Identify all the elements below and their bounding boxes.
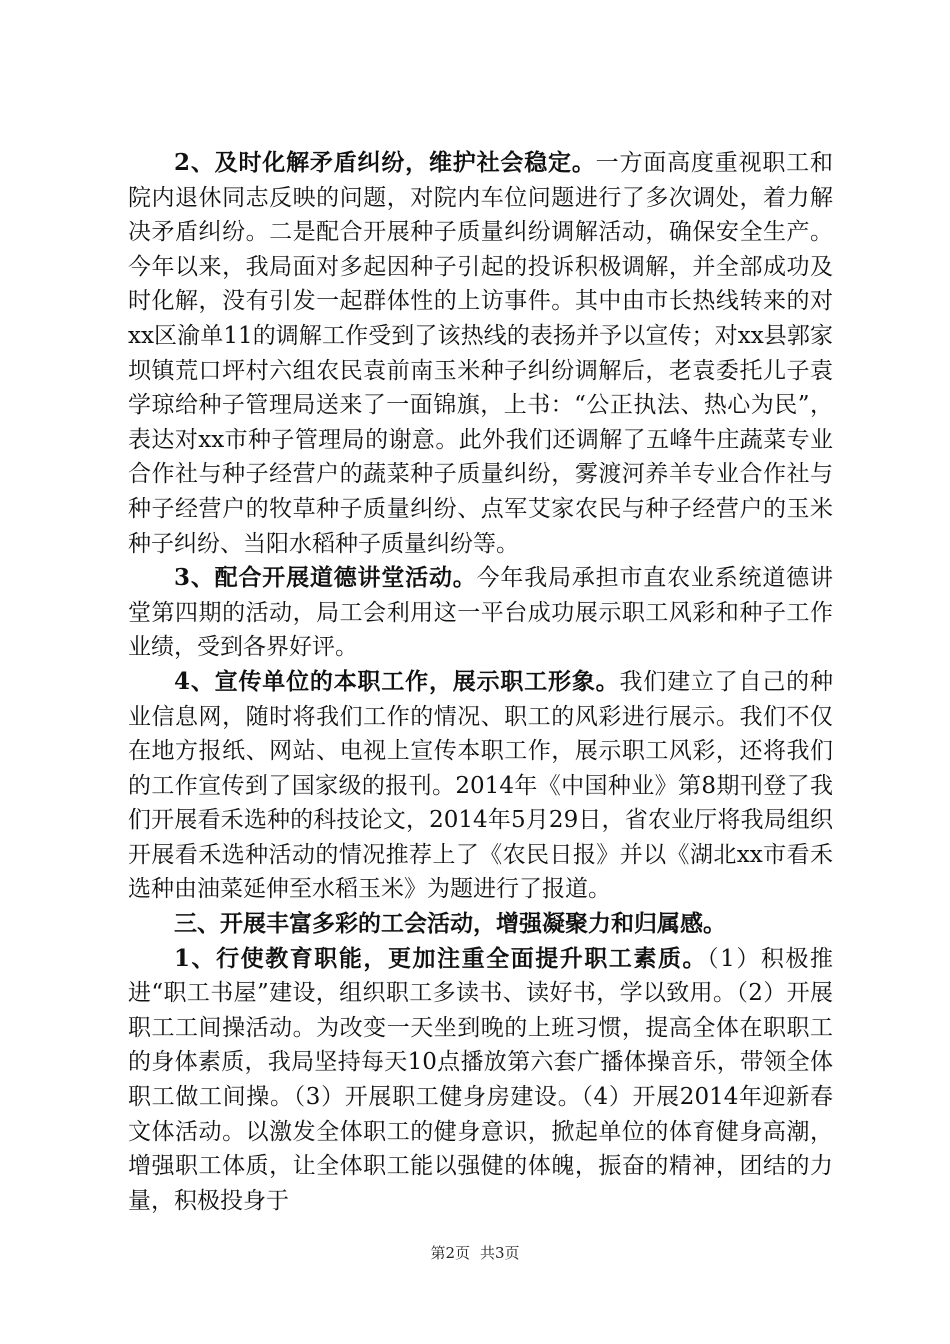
paragraph-text: （1）积极推进“职工书屋”建设，组织职工多读书、读好书，学以致用。（2）开展职工工间操活动。为改变一天坐到晚的上班习惯，提高全体在职职工的身体素质，我局坚持每天10点播放第六套广播体操音乐，带领全体职工做工间操。（3）开展职工健身房建设。（4）开展2014年迎新春文体活动。以激发全体职工的健身意识，掀起单位的体育健身高潮，增强职工体质，让全体职工能以强健的体魄，振奋的精神，团结的力量，积极投身于 [128, 945, 833, 1214]
section-heading: 三、开展丰富多彩的工会活动，增强凝聚力和归属感。 [174, 910, 726, 938]
page-number: 第2页 [430, 1244, 470, 1262]
paragraph-text: 一方面高度重视职工和院内退休同志反映的问题，对院内车位问题进行了多次调处，着力解决矛盾纠纷。二是配合开展种子质量纠纷调解活动，确保安全生产。今年以来，我局面对多起因种子引起的投诉积极调解，并全部成功及时化解，没有引发一起群体性的上访事件。其中由市长热线转来的对xx区渝单11的调解工作受到了该热线的表扬并予以宣传；对xx县郭家坝镇荒口坪村六组农民袁前南玉米种子纠纷调解后，老袁委托儿子袁学琼给种子管理局送来了一面锦旗，上书：“公正执法、热心为民”，表达对xx市种子管理局的谢意。此外我们还调解了五峰牛庄蔬菜专业合作社与种子经营户的蔬菜种子质量纠纷，雾渡河养羊专业合作社与种子经营户的牧草种子质量纠纷、点军艾家农民与种子经营户的玉米种子纠纷、当阳水稻种子质量纠纷等。 [128, 150, 834, 557]
document-body [128, 146, 833, 1218]
paragraph-lead: 4、宣传单位的本职工作，展示职工形象。 [174, 667, 620, 695]
paragraph-section3-1 [128, 942, 833, 1219]
paragraph-lead: 3、配合开展道德讲堂活动。 [174, 564, 477, 592]
page-footer [0, 1243, 950, 1263]
paragraph-3 [128, 561, 833, 665]
paragraph-4 [128, 665, 833, 907]
paragraph-text: 我们建立了自己的种业信息网，随时将我们工作的情况、职工的风彩进行展示。我们不仅在地方报纸、网站、电视上宣传本职工作，展示职工风彩，还将我们的工作宣传到了国家级的报刊。2014年《中国种业》第8期刊登了我们开展看禾选种的科技论文，2014年5月29日，省农业厅将我局组织开展看禾选种活动的情况推荐上了《农民日报》并以《湖北xx市看禾选种由油菜延伸至水稻玉米》为题进行了报道。 [128, 668, 833, 903]
page-total: 共3页 [480, 1244, 520, 1262]
paragraph-lead: 1、行使教育职能，更加注重全面提升职工素质。 [174, 944, 708, 972]
paragraph-2 [128, 146, 833, 561]
paragraph-text: 今年我局承担市直农业系统道德讲堂第四期的活动，局工会利用这一平台成功展示职工风彩和种子工作业绩，受到各界好评。 [128, 565, 833, 661]
paragraph-lead: 2、及时化解矛盾纠纷，维护社会稳定。 [174, 149, 596, 176]
